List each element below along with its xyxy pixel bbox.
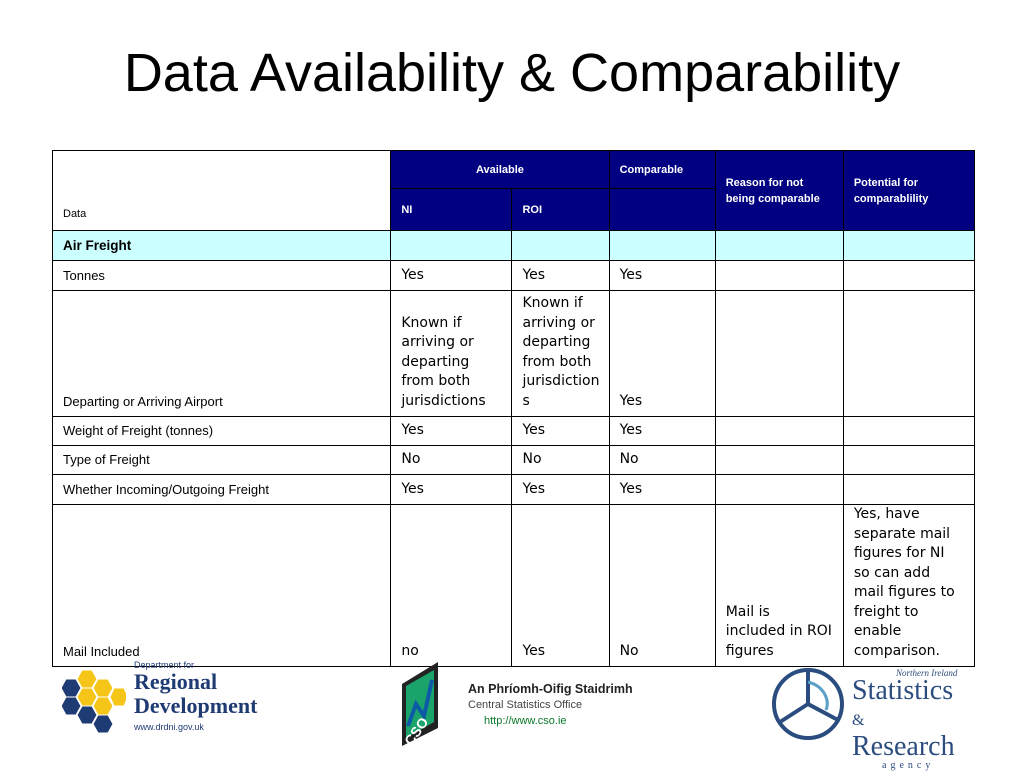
- cso-mark-text: CSO: [400, 714, 432, 748]
- header-data: Data: [53, 151, 391, 231]
- row-label: Tonnes: [53, 261, 391, 291]
- cso-emblem-icon: [398, 656, 464, 748]
- cell-comparable: Yes: [609, 475, 715, 505]
- drd-line2: Development: [134, 693, 258, 718]
- header-comparable-blank: [609, 189, 715, 231]
- cell-potential: [843, 475, 974, 505]
- nisra-line2: Research: [852, 731, 955, 762]
- nisra-bottom: agency: [882, 760, 935, 771]
- drd-logo: [62, 660, 272, 745]
- header-ni: NI: [391, 189, 512, 231]
- section-cell: [391, 231, 512, 261]
- cell-ni: no: [391, 505, 512, 667]
- slide-title: Data Availability & Comparability: [123, 43, 901, 103]
- nisra-top: Northern Ireland: [896, 668, 958, 678]
- header-reason: Reason for not being comparable: [715, 151, 843, 231]
- cell-ni: Yes: [391, 261, 512, 291]
- cell-potential: [843, 446, 974, 475]
- cell-reason: [715, 291, 843, 417]
- cso-name: An Phríomh-Oifig Staidrimh: [468, 682, 633, 696]
- section-air-freight: Air Freight: [53, 231, 391, 261]
- row-label: Weight of Freight (tonnes): [53, 417, 391, 446]
- drd-line1: Regional: [134, 669, 218, 694]
- row-label: Mail Included: [53, 505, 391, 667]
- data-table: [52, 150, 975, 667]
- table-row: [53, 446, 975, 475]
- section-cell: [512, 231, 609, 261]
- cell-potential: [843, 261, 974, 291]
- cell-potential: [843, 291, 974, 417]
- row-label: Type of Freight: [53, 446, 391, 475]
- cell-comparable: No: [609, 446, 715, 475]
- row-label: Departing or Arriving Airport: [53, 291, 391, 417]
- nisra-logo: [766, 660, 966, 771]
- cell-reason: Mail is included in ROI figures: [715, 505, 843, 667]
- cell-potential: Yes, have separate mail figures for NI so can add mail figures to freight to enable comparison.: [843, 505, 974, 667]
- drd-url: www.drdni.gov.uk: [134, 722, 204, 732]
- cell-reason: [715, 446, 843, 475]
- header-comparable: Comparable: [609, 151, 715, 189]
- cso-logo: [398, 656, 638, 748]
- cell-ni: Yes: [391, 475, 512, 505]
- table-row: [53, 417, 975, 446]
- table-row: [53, 505, 975, 667]
- row-label: Whether Incoming/Outgoing Freight: [53, 475, 391, 505]
- cell-ni: Yes: [391, 417, 512, 446]
- cell-roi: Known if arriving or departing from both jurisdiction s: [512, 291, 609, 417]
- cell-roi: Yes: [512, 475, 609, 505]
- section-cell: [843, 231, 974, 261]
- nisra-line1: Statistics: [852, 675, 954, 706]
- cell-reason: [715, 475, 843, 505]
- cell-reason: [715, 261, 843, 291]
- cell-comparable: Yes: [609, 417, 715, 446]
- nisra-amp: &: [852, 712, 865, 729]
- cell-ni: No: [391, 446, 512, 475]
- cell-comparable: Yes: [609, 291, 715, 417]
- cell-roi: No: [512, 446, 609, 475]
- cell-comparable: Yes: [609, 261, 715, 291]
- cell-ni: Known if arriving or departing from both jurisdictions: [391, 291, 512, 417]
- hexagon-cluster-icon: [62, 666, 126, 736]
- drd-top-text: Department for: [134, 660, 195, 670]
- table-row: [53, 291, 975, 417]
- header-roi: ROI: [512, 189, 609, 231]
- cell-comparable: No: [609, 505, 715, 667]
- cell-roi: Yes: [512, 505, 609, 667]
- header-available: Available: [391, 151, 609, 189]
- table-row: [53, 261, 975, 291]
- table-row: [53, 475, 975, 505]
- section-cell: [715, 231, 843, 261]
- cso-url: http://www.cso.ie: [484, 715, 567, 727]
- cell-reason: [715, 417, 843, 446]
- header-potential: Potential for comparablility: [843, 151, 974, 231]
- cso-subtitle: Central Statistics Office: [468, 699, 583, 711]
- nisra-circle-icon: [766, 662, 852, 744]
- cell-potential: [843, 417, 974, 446]
- section-cell: [609, 231, 715, 261]
- cell-roi: Yes: [512, 417, 609, 446]
- cell-roi: Yes: [512, 261, 609, 291]
